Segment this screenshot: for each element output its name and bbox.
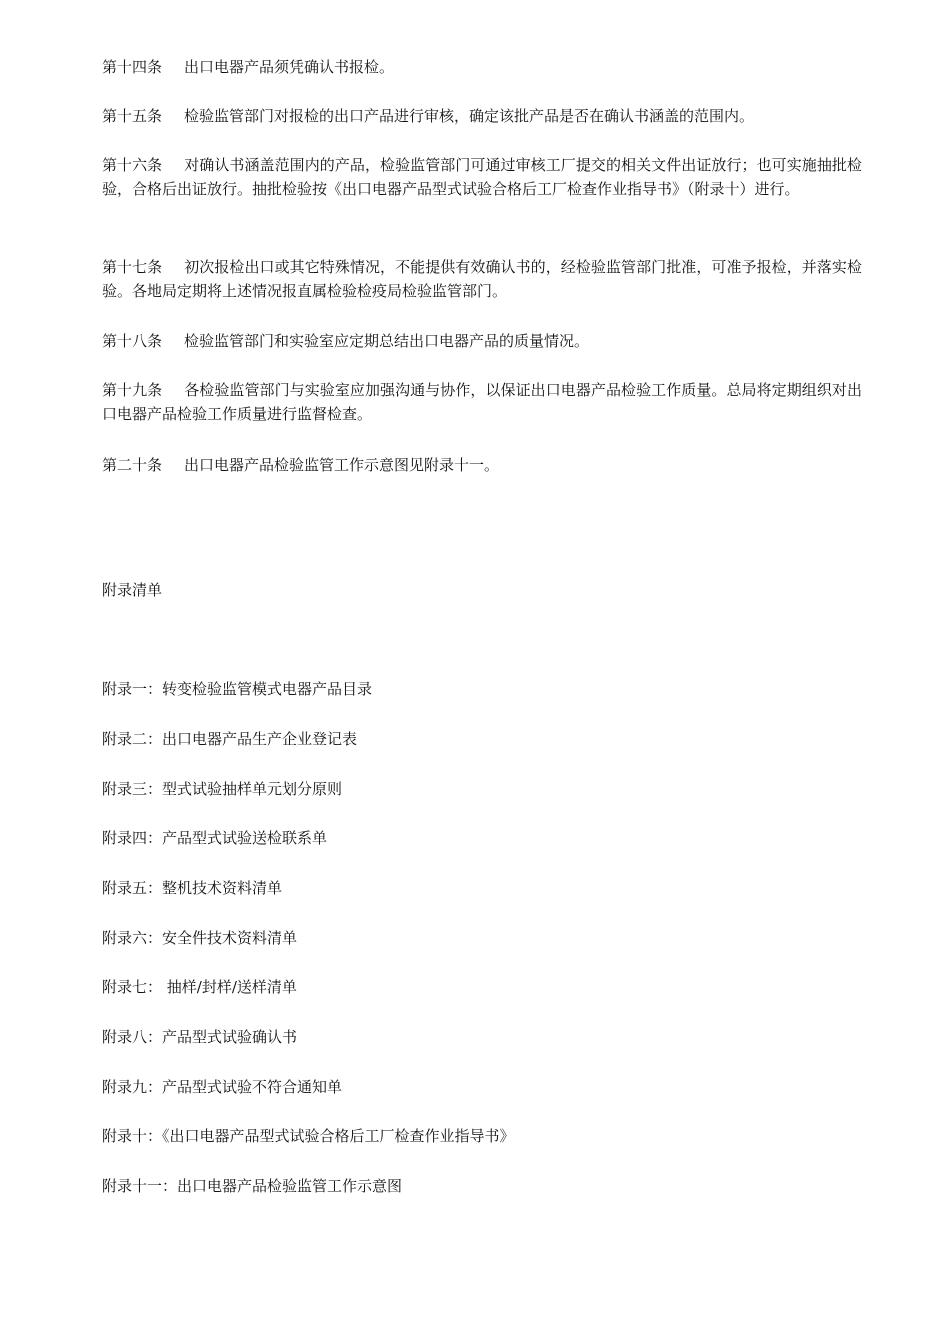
article-19 xyxy=(102,378,862,426)
appendix-list-title: 附录清单 xyxy=(102,581,163,599)
article-number: 第十六条 xyxy=(102,156,163,174)
article-text: 出口电器产品检验监管工作示意图见附录十一。 xyxy=(184,456,500,474)
appendix-item: 附录十一：出口电器产品检验监管工作示意图 xyxy=(102,1177,403,1195)
article-text: 检验监管部门和实验室应定期总结出口电器产品的质量情况。 xyxy=(184,332,590,350)
appendix-item: 附录三：型式试验抽样单元划分原则 xyxy=(102,780,343,798)
appendix-item: 附录四：产品型式试验送检联系单 xyxy=(102,829,328,847)
article-number: 第二十条 xyxy=(102,456,163,474)
appendix-item: 附录六：安全件技术资料清单 xyxy=(102,929,298,947)
appendix-item: 附录八：产品型式试验确认书 xyxy=(102,1028,298,1046)
article-text: 出口电器产品须凭确认书报检。 xyxy=(184,58,395,76)
appendix-item: 附录十：《出口电器产品型式试验合格后工厂检查作业指导书》 xyxy=(102,1127,515,1145)
article-number: 第十九条 xyxy=(102,381,163,399)
appendix-item: 附录二：出口电器产品生产企业登记表 xyxy=(102,730,358,748)
article-15 xyxy=(102,104,862,128)
article-text: 检验监管部门对报检的出口产品进行审核，确定该批产品是否在确认书涵盖的范围内。 xyxy=(184,107,755,125)
article-20 xyxy=(102,453,862,477)
article-18 xyxy=(102,329,862,353)
article-text: 初次报检出口或其它特殊情况，不能提供有效确认书的，经检验监管部门批准，可准予报检，并落实检验。各地局定期将上述情况报直属检验检疫局检验监管部门。 xyxy=(102,258,862,300)
article-14 xyxy=(102,55,862,79)
article-number: 第十七条 xyxy=(102,258,163,276)
article-number: 第十四条 xyxy=(102,58,163,76)
appendix-item: 附录七： 抽样/封样/送样清单 xyxy=(102,978,297,996)
appendix-item: 附录九：产品型式试验不符合通知单 xyxy=(102,1078,343,1096)
article-17 xyxy=(102,255,862,303)
article-text: 对确认书涵盖范围内的产品，检验监管部门可通过审核工厂提交的相关文件出证放行；也可实施抽批检验，合格后出证放行。抽批检验按《出口电器产品型式试验合格后工厂检查作业指导书》（附录十）进行。 xyxy=(102,156,862,198)
article-16 xyxy=(102,153,862,201)
article-number: 第十八条 xyxy=(102,332,163,350)
appendix-item: 附录五：整机技术资料清单 xyxy=(102,879,283,897)
article-number: 第十五条 xyxy=(102,107,163,125)
article-text: 各检验监管部门与实验室应加强沟通与协作，以保证出口电器产品检验工作质量。总局将定期组织对出口电器产品检验工作质量进行监督检查。 xyxy=(102,381,862,423)
appendix-item: 附录一：转变检验监管模式电器产品目录 xyxy=(102,680,373,698)
